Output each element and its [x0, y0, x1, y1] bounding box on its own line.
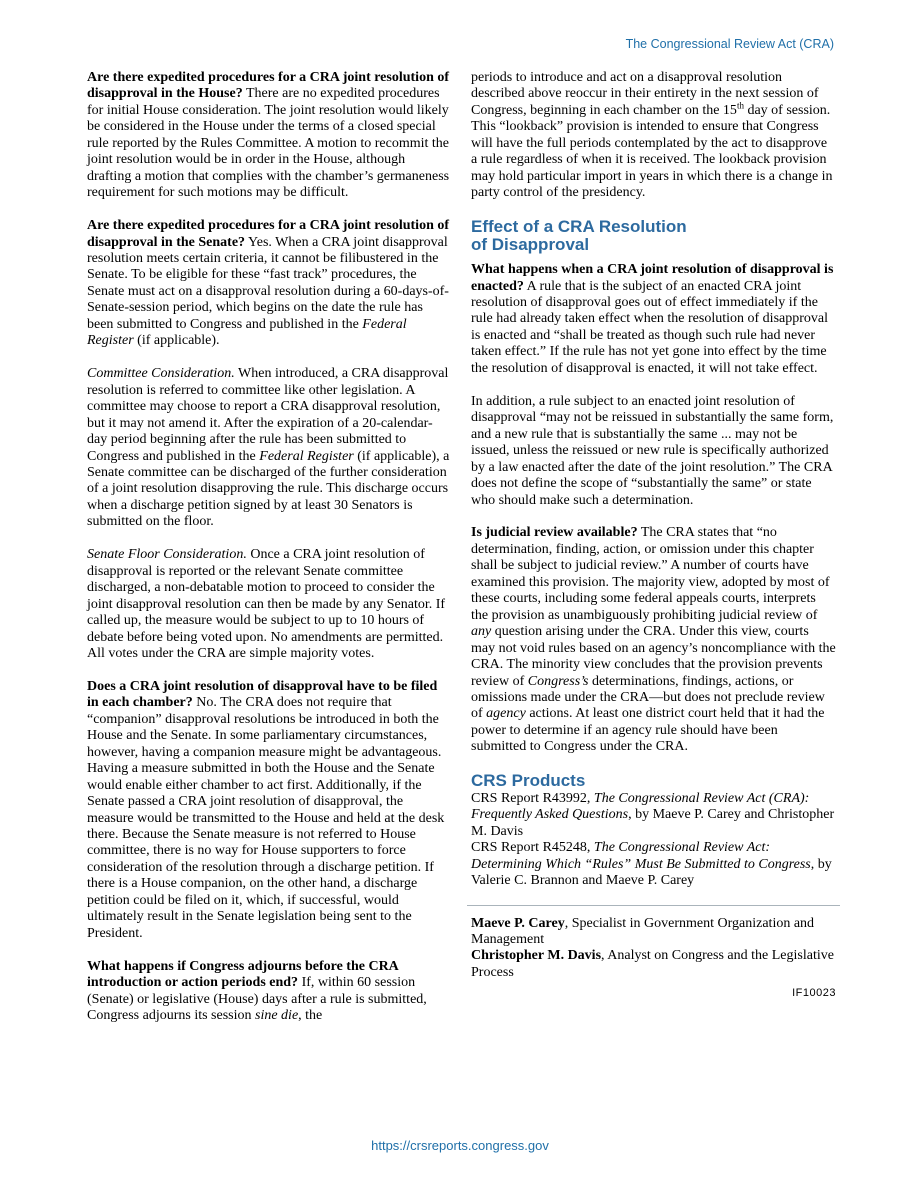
author-name: Maeve P. Carey: [471, 915, 565, 931]
answer: question arising under the CRA. Under this view, courts may not void rules based on an agency’s noncompliance with the CRA. The minority view concludes that the provision prevents review of: [471, 624, 836, 689]
lead-in: Committee Consideration.: [87, 366, 235, 382]
answer: Yes. When a CRA joint disapproval resolution meets certain criteria, it cannot be filibustered in the Senate. To be eligible for these “fast track” procedures, the Senate must act on a disapproval resolution during a 60-days-of-Senate-session period, which begins on the date the rule has been submitted to Congress and published in the: [87, 234, 449, 332]
question: What happens when a CRA joint resolution of disapproval is enacted?: [471, 262, 834, 294]
emphasis: agency: [486, 706, 526, 722]
faq-senate-procedures: [87, 218, 452, 350]
crs-product-item: CRS Report R45248, The Congressional Review Act: Determining Which “Rules” Must Be Submitted to Congress, by Valerie C. Brannon and Maeve P. Carey: [471, 840, 832, 889]
answer: determinations, findings, actions, or omissions made under the CRA—but does not preclude review of: [471, 673, 825, 722]
footer-url-link[interactable]: https://crsreports.congress.gov: [371, 1138, 549, 1153]
committee-consideration: [87, 366, 452, 531]
question: What happens if Congress adjourns before the CRA introduction or action periods end?: [87, 958, 399, 991]
header-title: The Congressional Review Act (CRA): [625, 37, 834, 51]
body-text: When introduced, a CRA disapproval resolution is referred to committee like other legislation. A committee may choose to report a CRA disapproval resolution, but it may not amend it. After the expiration of a 20-calendar-day period beginning after the rule has been submitted to Congress and published in the: [87, 366, 449, 464]
question: Are there expedited procedures for a CRA joint resolution of disapproval in the Senate?: [87, 218, 450, 250]
body-text: Once a CRA joint resolution of disapproval is reported or the relevant Senate committee discharged, a non-debatable motion to proceed to consider the joint disapproval resolution can then be made by any Senator. If called up, the measure would be subject to up to 10 hours of debate before being voted upon. No amendments are permitted. All votes under the CRA are simple majority votes.: [87, 547, 446, 661]
author-item: [471, 916, 836, 949]
heading-line: of Disapproval: [471, 234, 590, 254]
faq-judicial-review: [471, 525, 836, 755]
question: Is judicial review available?: [471, 525, 638, 541]
superscript: th: [736, 100, 744, 111]
body-text: (if applicable), a Senate committee can be discharged of the further consideration of a joint resolution disapproving the rule. This discharge occurs when a discharge petition signed by at least 30 Senators is submitted on the floor.: [87, 448, 450, 530]
author-name: Christopher M. Davis: [471, 948, 602, 964]
author-item: [471, 948, 836, 981]
answer-tail: , the: [298, 1008, 323, 1024]
answer: There are no expedited procedures for initial House consideration. The joint resolution would likely be considered in the House under the terms of a closed special rule reported by the Rules Committee. A motion to recommit the joint resolution would be in order in the House, although drafting a motion that complies with the chamber’s germaneness requirement for such motions may be difficult.: [87, 86, 450, 201]
author-role: , Specialist in Government Organization and Management: [471, 915, 815, 947]
question: Does a CRA joint resolution of disapproval have to be filed in each chamber?: [87, 678, 438, 711]
divider: [467, 905, 840, 906]
report-title: The Congressional Review Act (CRA): Frequently Asked Questions: [471, 790, 810, 823]
crs-product-item: CRS Report R43992, The Congressional Review Act (CRA): Frequently Asked Questions, by Maeve P. Carey and Christopher M. Davis: [471, 790, 835, 839]
body-text: day of session. This “lookback” provision is intended to ensure that Congress will have the full periods contemplated by the act to disapprove a rule regardless of when it is received. The lookback provision may hold particular import in years in which there is a change in party control of the presidency.: [471, 102, 833, 201]
right-column: [471, 70, 836, 1002]
left-column: [87, 70, 452, 1025]
section-heading-effect: [471, 218, 836, 253]
faq-adjournment: [87, 959, 452, 1025]
heading-line: Effect of a CRA Resolution: [471, 217, 687, 237]
faq-enacted: [471, 262, 836, 377]
answer: No. The CRA does not require that “companion” disapproval resolutions be introduced in both the House and the Senate. In some parliamentary circumstances, however, having a companion measure might be advantageous. Having a measure submitted in both the House and the Senate would enable either chamber to act first. Additionally, if the Senate passed a CRA joint resolution of disapproval, the measure would be transmitted to the House and held at the desk there. Because the Senate measure is not referred to House committee, there is no way for House supporters to force consideration of the resolution through a discharge petition. If there is a House companion, on the other hand, a discharge petition could be filed on it, which, if successful, would ultimately result in the Senate legislation being sent to the President.: [87, 695, 445, 941]
faq-house-procedures: [87, 70, 452, 202]
body-text: In addition, a rule subject to an enacted joint resolution of disapproval “may not be reissued in substantially the same form, and a new rule that is substantially the same ... may not be issued, unless the reissued or new rule is specifically authorized by a law enacted after the date of the joint resolution.” The CRA does not define the scope of “substantially the same” or state who should make such a determination.: [471, 393, 834, 508]
answer: actions. At least one district court held that it had the power to determine if an agency rule should have been submitted to Congress under the CRA.: [471, 706, 825, 755]
emphasis: any: [471, 624, 492, 640]
faq-each-chamber: [87, 679, 452, 942]
lookback-provision: [471, 70, 836, 202]
answer: The CRA states that “no determination, finding, action, or omission under this chapter shall be subject to judicial review.” A number of courts have examined this provision. The majority view, adopted by most of these courts, including some federal appeals courts, interprets the provision as unambiguously prohibiting judicial review of: [471, 525, 830, 623]
emphasis: Congress’s: [527, 673, 589, 689]
report-title: The Congressional Review Act: Determining Which “Rules” Must Be Submitted to Congress: [471, 840, 811, 872]
federal-register-ref: Federal Register: [259, 448, 354, 464]
section-heading-crs-products: CRS Products: [471, 771, 586, 791]
body-text: periods to introduce and act on a disapproval resolution described above reoccur in their entirety in the next session of Congress, beginning in each chamber on the 15: [471, 70, 819, 118]
lead-in: Senate Floor Consideration.: [87, 547, 247, 563]
reissue-restriction: [471, 394, 836, 509]
question: Are there expedited procedures for a CRA joint resolution of disapproval in the House?: [87, 70, 450, 102]
senate-floor-consideration: [87, 547, 452, 662]
answer-tail: (if applicable).: [133, 333, 220, 349]
answer: If, within 60 session (Senate) or legislative (House) days after a rule is submitted, Congress adjourns its session: [87, 975, 427, 1024]
author-role: , Analyst on Congress and the Legislative Process: [471, 948, 834, 980]
federal-register-ref: Federal Register: [87, 316, 407, 349]
answer: A rule that is the subject of an enacted CRA joint resolution of disapproval goes out of effect immediately if the rule had already taken effect when the resolution of disapproval is enacted and “shall be treated as though such rule had never taken effect.” If the rule has not yet gone into effect by the time the resolution of disapproval is enacted, it will not take effect.: [471, 278, 828, 376]
sine-die: sine die: [255, 1008, 299, 1024]
document-id: IF10023: [792, 987, 836, 1000]
